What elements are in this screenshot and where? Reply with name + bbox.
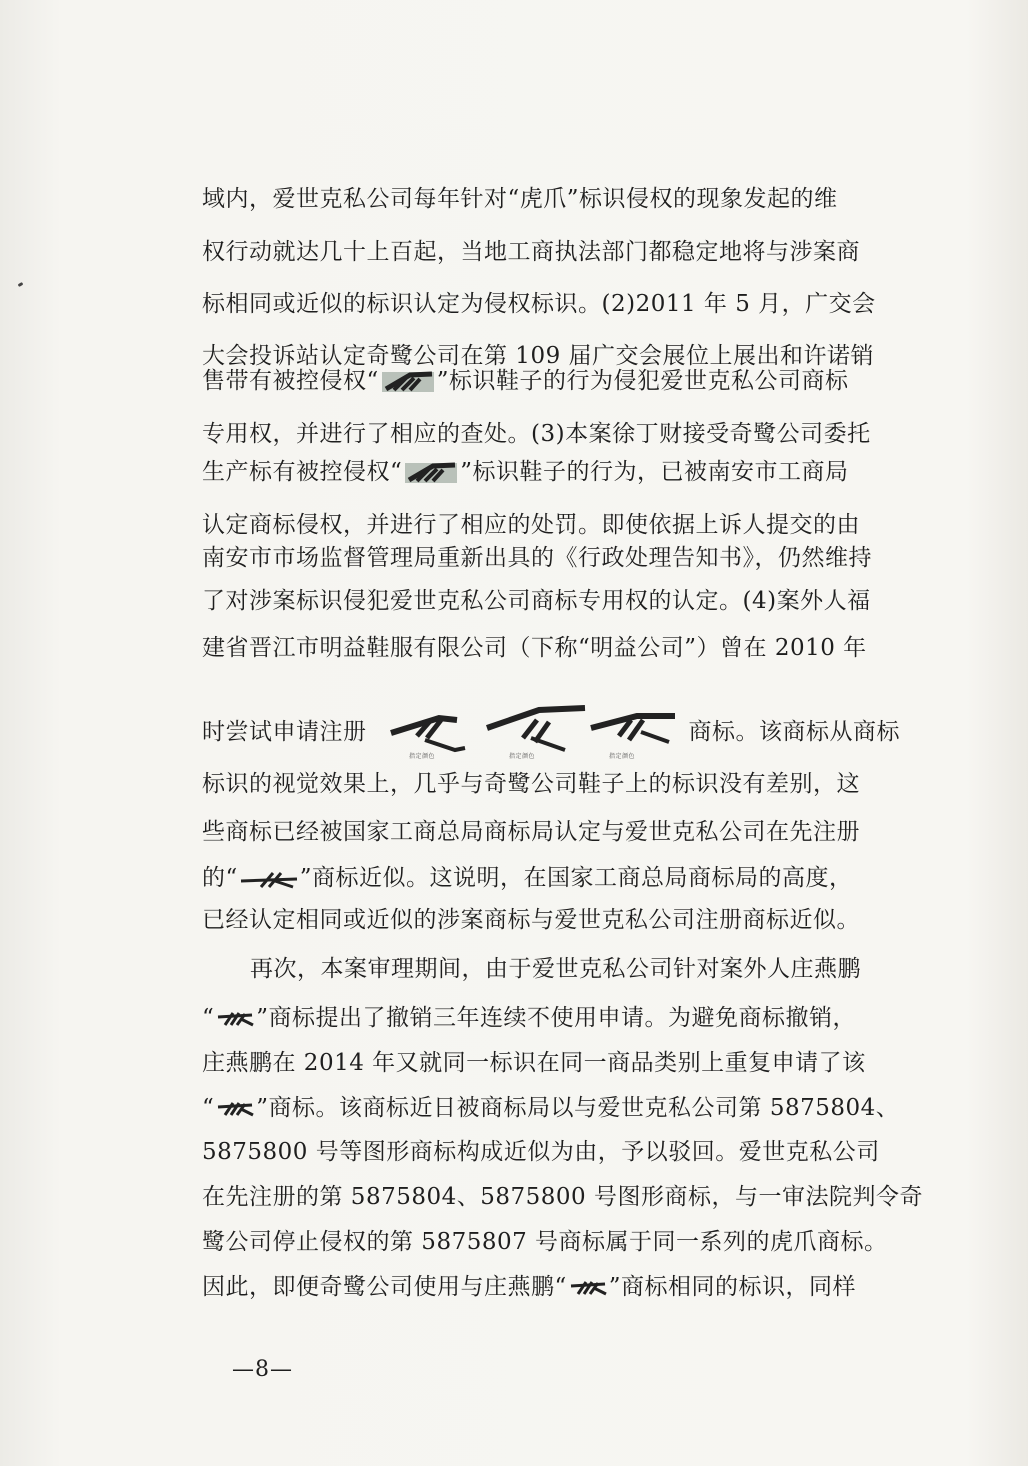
trademark-image bbox=[487, 708, 585, 760]
text-segment: ”标识鞋子的行为，已被南安市工商局 bbox=[460, 459, 849, 485]
text-line: 已经认定相同或近似的涉案商标与爱世克私公司注册商标近似。 bbox=[202, 907, 860, 933]
text-line bbox=[202, 697, 972, 768]
text-segment: 商标。该商标从商标 bbox=[688, 719, 900, 745]
text-segment: ”商标。该商标近日被商标局以与爱世克私公司第 5875804、 bbox=[256, 1095, 900, 1121]
svg-text:指定颜色: 指定颜色 bbox=[408, 754, 435, 760]
text-line: 在先注册的第 5875804、5875800 号图形商标，与一审法院判令奇 bbox=[202, 1184, 923, 1210]
accused-logo-icon bbox=[403, 460, 459, 486]
text-line: 域内，爱世克私公司每年针对“虎爪”标识侵权的现象发起的维 bbox=[202, 186, 838, 212]
text-line bbox=[202, 366, 972, 396]
zhuang-trademark-icon bbox=[215, 1099, 255, 1119]
scan-mark bbox=[18, 282, 24, 287]
text-segment: 因此，即便奇鹭公司使用与庄燕鹏“ bbox=[202, 1274, 567, 1300]
text-line: 标识的视觉效果上，几乎与奇鹭公司鞋子上的标识没有差别，这 bbox=[202, 771, 860, 797]
text-segment: ”商标相同的标识，同样 bbox=[608, 1274, 857, 1300]
text-line: 标相同或近似的标识认定为侵权标识。(2)2011 年 5 月，广交会 bbox=[202, 291, 876, 317]
trademark-image bbox=[391, 718, 465, 760]
text-segment: ”商标近似。这说明，在国家工商总局商标局的高度， bbox=[299, 865, 853, 891]
text-segment: “ bbox=[202, 1005, 215, 1031]
text-segment: ”标识鞋子的行为侵犯爱世克私公司商标 bbox=[436, 368, 849, 394]
text-segment: 售带有被控侵权“ bbox=[202, 368, 379, 394]
text-line bbox=[202, 1093, 972, 1123]
text-segment: ”商标提出了撤销三年连续不使用申请。为避免商标撤销， bbox=[256, 1005, 857, 1031]
text-line: 些商标已经被国家工商总局商标局认定与爱世克私公司在先注册 bbox=[202, 819, 860, 845]
text-line: 建省晋江市明益鞋服有限公司（下称“明益公司”）曾在 2010 年 bbox=[202, 635, 867, 661]
text-line: 再次，本案审理期间，由于爱世克私公司针对案外人庄燕鹏 bbox=[250, 956, 861, 982]
text-line: 大会投诉站认定奇鹭公司在第 109 届广交会展位上展出和许诺销 bbox=[202, 343, 875, 369]
text-line: 了对涉案标识侵犯爱世克私公司商标专用权的认定。(4)案外人福 bbox=[202, 588, 871, 614]
text-line: 认定商标侵权，并进行了相应的处罚。即使依据上诉人提交的由 bbox=[202, 512, 860, 538]
text-segment: 生产标有被控侵权“ bbox=[202, 459, 403, 485]
trademark-application-images bbox=[369, 698, 687, 768]
page-number: —8— bbox=[232, 1357, 293, 1382]
text-line: 鹭公司停止侵权的第 5875807 号商标属于同一系列的虎爪商标。 bbox=[202, 1229, 888, 1255]
text-line bbox=[202, 457, 972, 487]
text-line bbox=[202, 1272, 972, 1302]
svg-text:指定颜色: 指定颜色 bbox=[508, 754, 535, 760]
text-line: 权行动就达几十上百起，当地工商执法部门都稳定地将与涉案商 bbox=[202, 239, 860, 265]
text-segment: “ bbox=[202, 1095, 215, 1121]
text-segment: 的“ bbox=[202, 865, 238, 891]
text-line: 庄燕鹏在 2014 年又就同一标识在同一商品类别上重复申请了该 bbox=[202, 1050, 866, 1076]
text-line: 专用权，并进行了相应的查处。(3)本案徐丁财接受奇鹭公司委托 bbox=[202, 421, 871, 447]
zhuang-trademark-icon bbox=[215, 1009, 255, 1029]
text-line bbox=[202, 863, 972, 893]
registered-trademark-icon bbox=[239, 869, 299, 889]
text-line: 南安市市场监督管理局重新出具的《行政处理告知书》，仍然维持 bbox=[202, 545, 872, 571]
text-segment: 时尝试申请注册 bbox=[202, 719, 367, 745]
text-line: 5875800 号等图形商标构成近似为由，予以驳回。爱世克私公司 bbox=[202, 1139, 880, 1165]
zhuang-trademark-icon bbox=[568, 1278, 608, 1298]
trademark-image bbox=[591, 716, 675, 760]
accused-logo-icon bbox=[380, 369, 436, 395]
text-line bbox=[202, 1003, 972, 1033]
svg-text:指定颜色: 指定颜色 bbox=[608, 754, 635, 760]
